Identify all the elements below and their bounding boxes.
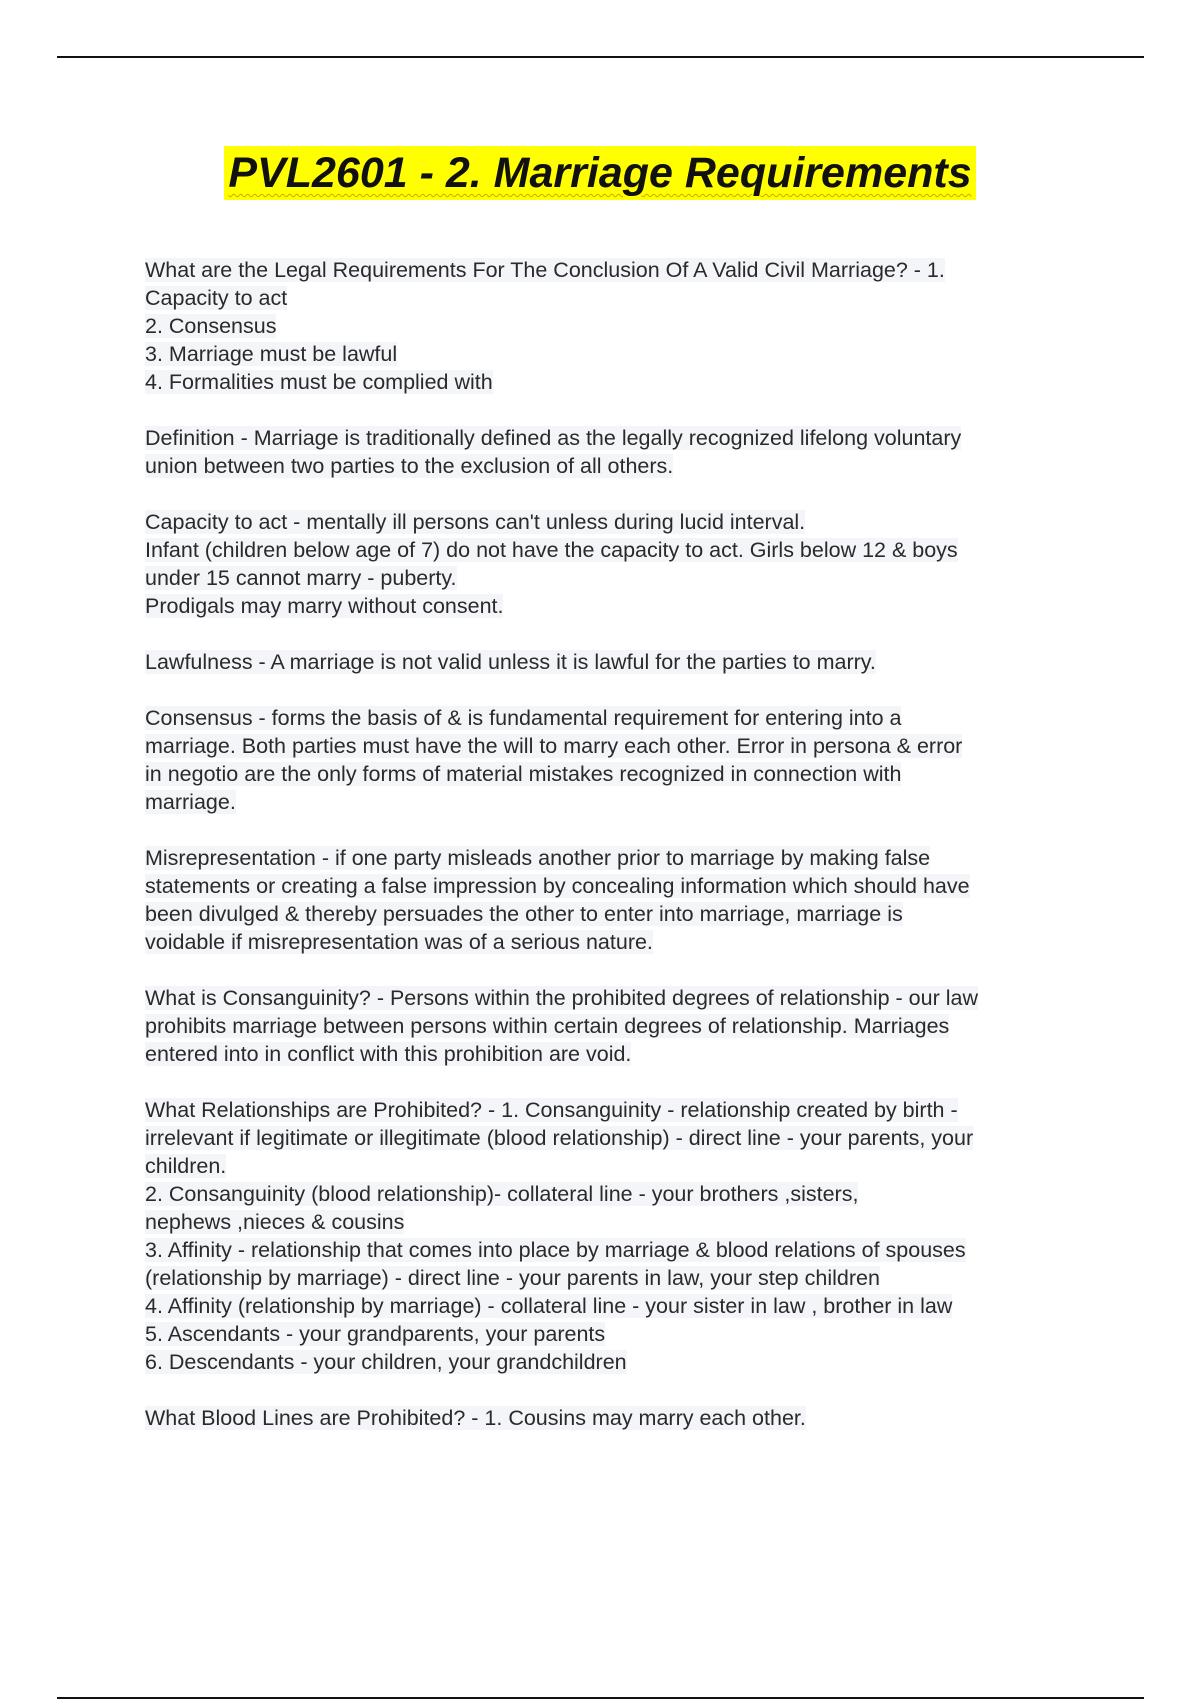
text-line xyxy=(145,1348,1085,1376)
text-line-content: prohibits marriage between persons within certain degrees of relationship. Marriages xyxy=(145,1014,950,1038)
text-line xyxy=(145,536,1085,564)
qa-entry xyxy=(145,1404,1085,1432)
text-line-content: 4. Affinity (relationship by marriage) - collateral line - your sister in law , brother in law xyxy=(145,1294,953,1318)
text-line-content: nephews ,nieces & cousins xyxy=(145,1210,405,1234)
text-line xyxy=(145,452,1085,480)
text-line xyxy=(145,592,1085,620)
text-line-content: (relationship by marriage) - direct line - your parents in law, your step children xyxy=(145,1266,880,1290)
text-line-content: Consensus - forms the basis of & is fundamental requirement for entering into a xyxy=(145,706,902,730)
bottom-rule xyxy=(57,1697,1144,1699)
text-line xyxy=(145,788,1085,816)
qa-entry xyxy=(145,424,1085,480)
text-line-content: What are the Legal Requirements For The Conclusion Of A Valid Civil Marriage? - 1. xyxy=(145,258,945,282)
text-line xyxy=(145,1124,1085,1152)
text-line xyxy=(145,1040,1085,1068)
text-line xyxy=(145,564,1085,592)
text-line-content: 3. Marriage must be lawful xyxy=(145,342,398,366)
text-line xyxy=(145,732,1085,760)
text-line xyxy=(145,284,1085,312)
text-line-content: 4. Formalities must be complied with xyxy=(145,370,493,394)
qa-entry xyxy=(145,508,1085,620)
text-line xyxy=(145,1236,1085,1264)
document-title: PVL2601 - 2. Marriage Requirements xyxy=(224,146,975,200)
text-line-content: voidable if misrepresentation was of a serious nature. xyxy=(145,930,653,954)
text-line-content: marriage. xyxy=(145,790,236,814)
text-line xyxy=(145,704,1085,732)
text-line xyxy=(145,1180,1085,1208)
text-line xyxy=(145,844,1085,872)
text-line-content: marriage. Both parties must have the will to marry each other. Error in persona & error xyxy=(145,734,963,758)
text-line-content: 2. Consanguinity (blood relationship)- collateral line - your brothers ,sisters, xyxy=(145,1182,859,1206)
text-line-content: Prodigals may marry without consent. xyxy=(145,594,504,618)
text-line-content: Definition - Marriage is traditionally defined as the legally recognized lifelong voluntary xyxy=(145,426,962,450)
text-line xyxy=(145,1152,1085,1180)
text-line xyxy=(145,1264,1085,1292)
text-line-content: What Blood Lines are Prohibited? - 1. Cousins may marry each other. xyxy=(145,1406,806,1430)
text-line xyxy=(145,872,1085,900)
text-line-content: Misrepresentation - if one party misleads another prior to marriage by making false xyxy=(145,846,931,870)
qa-entry xyxy=(145,844,1085,956)
qa-entry xyxy=(145,648,1085,676)
text-line-content: What is Consanguinity? - Persons within the prohibited degrees of relationship - our law xyxy=(145,986,978,1010)
text-line-content: been divulged & thereby persuades the other to enter into marriage, marriage is xyxy=(145,902,903,926)
qa-entry xyxy=(145,704,1085,816)
text-line xyxy=(145,256,1085,284)
text-line xyxy=(145,1096,1085,1124)
text-line-content: in negotio are the only forms of material mistakes recognized in connection with xyxy=(145,762,902,786)
text-line-content: 3. Affinity - relationship that comes into place by marriage & blood relations of spouses xyxy=(145,1238,966,1262)
text-line xyxy=(145,368,1085,396)
text-line xyxy=(145,1292,1085,1320)
text-line-content: 6. Descendants - your children, your grandchildren xyxy=(145,1350,627,1374)
text-line-content: Capacity to act - mentally ill persons can't unless during lucid interval. xyxy=(145,510,806,534)
document-body xyxy=(145,256,1085,1460)
text-line-content: children. xyxy=(145,1154,227,1178)
top-rule xyxy=(57,56,1144,58)
text-line-content: Infant (children below age of 7) do not have the capacity to act. Girls below 12 & boys xyxy=(145,538,958,562)
text-line xyxy=(145,928,1085,956)
text-line xyxy=(145,1404,1085,1432)
text-line xyxy=(145,760,1085,788)
text-line xyxy=(145,340,1085,368)
qa-entry xyxy=(145,1096,1085,1376)
text-line-content: Lawfulness - A marriage is not valid unless it is lawful for the parties to marry. xyxy=(145,650,876,674)
text-line-content: irrelevant if legitimate or illegitimate (blood relationship) - direct line - your parents, your xyxy=(145,1126,974,1150)
text-line-content: Capacity to act xyxy=(145,286,288,310)
text-line xyxy=(145,508,1085,536)
qa-entry xyxy=(145,256,1085,396)
title-container xyxy=(0,146,1200,200)
text-line xyxy=(145,1320,1085,1348)
text-line xyxy=(145,424,1085,452)
text-line xyxy=(145,1012,1085,1040)
text-line xyxy=(145,984,1085,1012)
text-line xyxy=(145,648,1085,676)
text-line-content: statements or creating a false impression by concealing information which should have xyxy=(145,874,970,898)
text-line xyxy=(145,1208,1085,1236)
text-line-content: What Relationships are Prohibited? - 1. Consanguinity - relationship created by birth - xyxy=(145,1098,958,1122)
text-line-content: 2. Consensus xyxy=(145,314,277,338)
text-line-content: entered into in conflict with this prohibition are void. xyxy=(145,1042,632,1066)
text-line-content: under 15 cannot marry - puberty. xyxy=(145,566,457,590)
qa-entry xyxy=(145,984,1085,1068)
text-line-content: union between two parties to the exclusion of all others. xyxy=(145,454,674,478)
text-line xyxy=(145,312,1085,340)
text-line xyxy=(145,900,1085,928)
text-line-content: 5. Ascendants - your grandparents, your parents xyxy=(145,1322,606,1346)
